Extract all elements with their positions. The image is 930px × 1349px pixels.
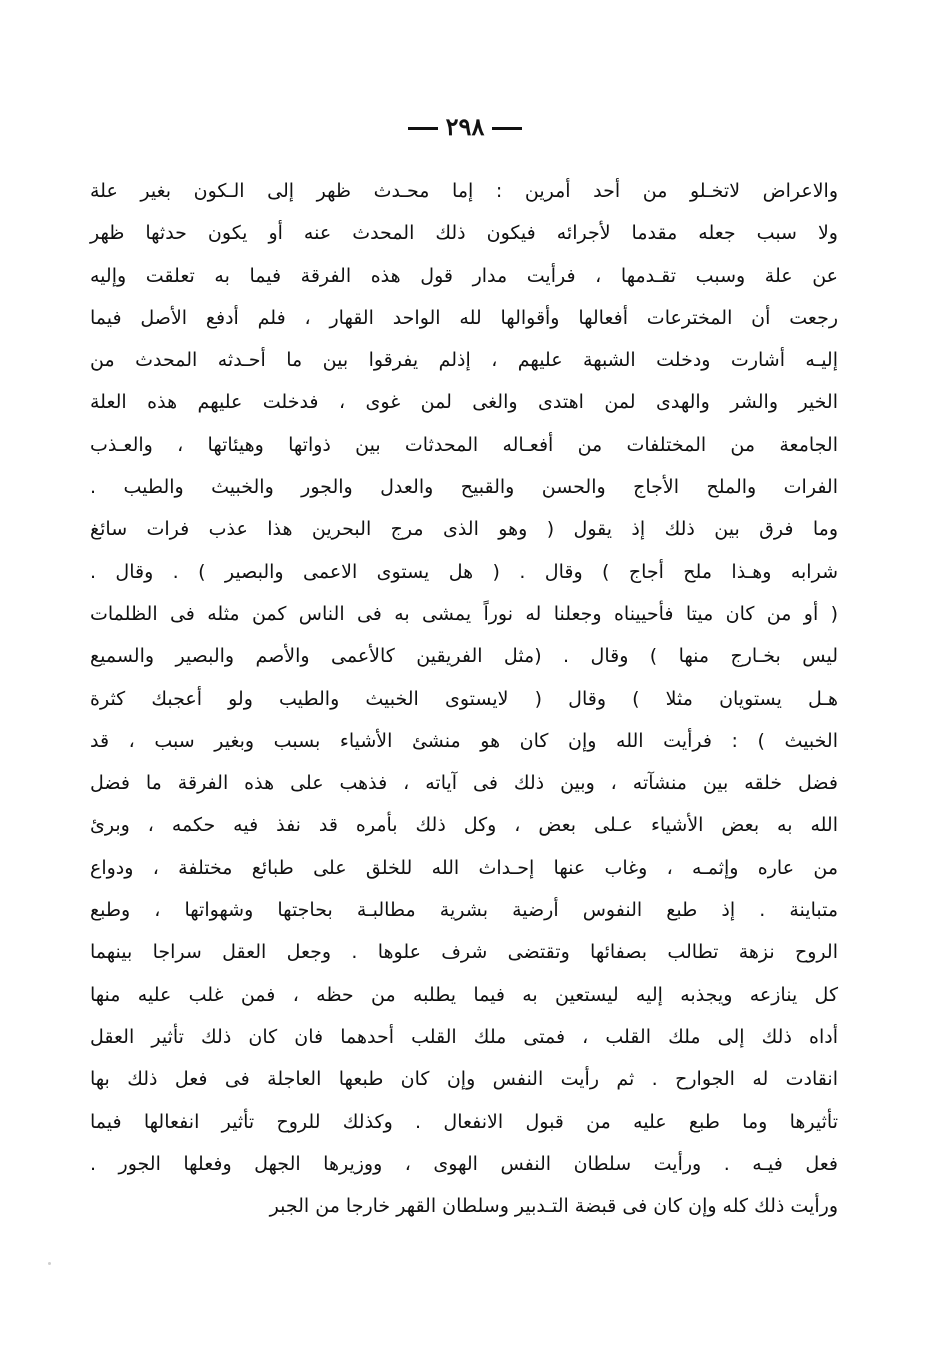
- right-dash: [492, 127, 522, 130]
- text-line-25: ورأيت ذلك كله وإن كان فى قبضة التـدبير وسلطان القهر خارجا من الجبر: [269, 1195, 838, 1218]
- page-number: ٢٩٨: [445, 112, 485, 141]
- text-line-15: فضل خلقه بين منشآته ، وبين ذلك فى آياته ، فذهب على هذه الفرقة ما فضل: [90, 772, 838, 795]
- text-line-23: تأثيرها وما طبع عليه من قبول الانفعال . وكذلك للروح تأثير انفعالها فيما: [90, 1110, 838, 1133]
- text-line-6: الخير والشر والهدى لمن اهتدى والغى لمن غوى ، فدخلت عليهم هذه العلة: [90, 391, 838, 414]
- text-line-12: ليس بخـارج منها ) وقال . (مثل الفريقين كالأعمى والأصم والبصير والسميع: [90, 645, 838, 668]
- scan-speck: [48, 1262, 51, 1265]
- text-line-22: انقادت له الجوارح . ثم رأيت النفس وإن كان طبعها العاجلة فى فعل ذلك بها: [90, 1068, 838, 1091]
- text-line-20: كل ينازعه ويجذبه إليه ليستعين به فيما يطلبه من حظه ، فمن غلب عليه منها: [90, 983, 838, 1006]
- body-text: [90, 170, 838, 1227]
- text-line-11: ( أو من كان ميتا فأحييناه وجعلنا له نوراً يمشى به فى الناس كمن مثله فى الظلمات: [90, 602, 838, 625]
- text-line-13: هـل يستويان مثلا ) وقال ( لايستوى الخبيث والطيب ولو أعجبك كثرة: [90, 687, 838, 710]
- page-number-header: [0, 112, 930, 142]
- text-line-4: رجعت أن المخترعات أفعالها وأقوالها لله الواحد القهار ، فلم أدفع الأصل فيما: [90, 306, 838, 329]
- text-line-19: الروح نزهة تطالب بصفائها وتقتضى شرف علوها . وجعل العقل سراجا بينهما: [90, 941, 838, 964]
- text-line-9: وما فرق بين ذلك إذ يقول ( وهو الذى مرج البحرين هذا عذب فرات سائغ: [90, 518, 838, 541]
- text-line-18: متباينة . إذ طبع النفوس أرضية بشرية مطالبـة بحاجتها وشهواتها ، وطبع: [90, 899, 838, 922]
- left-dash: [408, 127, 438, 130]
- text-line-16: الله به بعض الأشياء عـلى بعض ، وكل ذلك بأمره قد نفذ فيه حكمه ، وبرئ: [90, 814, 838, 837]
- text-line-10: شرابه وهـذا ملح أجاج ) وقال . ( هل يستوى الاعمى والبصير ) . وقال .: [90, 560, 838, 583]
- text-line-1: والاعراض لاتخـلو من أحد أمرين : إما محـدث ظهر إلى الـكون بغير علة: [90, 180, 838, 202]
- text-line-17: من عاره وإثمـه ، وغاب عنها إحـداث الله للخلق على طبائع مختلفة ، ودواع: [90, 856, 838, 879]
- text-line-21: أداه ذلك إلى ملك القلب ، فمتى ملك القلب أحدهما فان كان ذلك تأثير العقل: [90, 1025, 838, 1048]
- text-line-24: فعل فيـه . ورأيت سلطان النفس الهوى ، ووزيرها الجهل وفعلها الجور .: [90, 1152, 838, 1175]
- text-line-14: الخبيث ) : فرأيت الله وإن كان هو منشئ الأشياء بسبب وبغير سبب ، قد: [90, 729, 838, 752]
- text-line-5: إليـه أشارت ودخلت الشبهة عليهم ، إذلم يفرقوا بين ما أحـدثه المحدث من: [90, 349, 838, 372]
- text-line-8: الفرات والملح الأجاج والحسن والقبيح والعدل والجور والخبيث والطيب .: [90, 476, 838, 499]
- text-line-2: ولا سبب جعله مقدما لأجرائه فيكون ذلك المحدث عنه أو يكون حدثها ظهر: [90, 222, 838, 245]
- text-line-7: الجامعة من المختلفات من أفعـاله المحدثات بين ذواتها وهيئاتها ، والعـذب: [90, 433, 838, 456]
- text-line-3: عن علة وسبب تقـدمها ، فرأيت مدار قول هذه الفرقة فيما به تعلقت وإليه: [90, 264, 838, 287]
